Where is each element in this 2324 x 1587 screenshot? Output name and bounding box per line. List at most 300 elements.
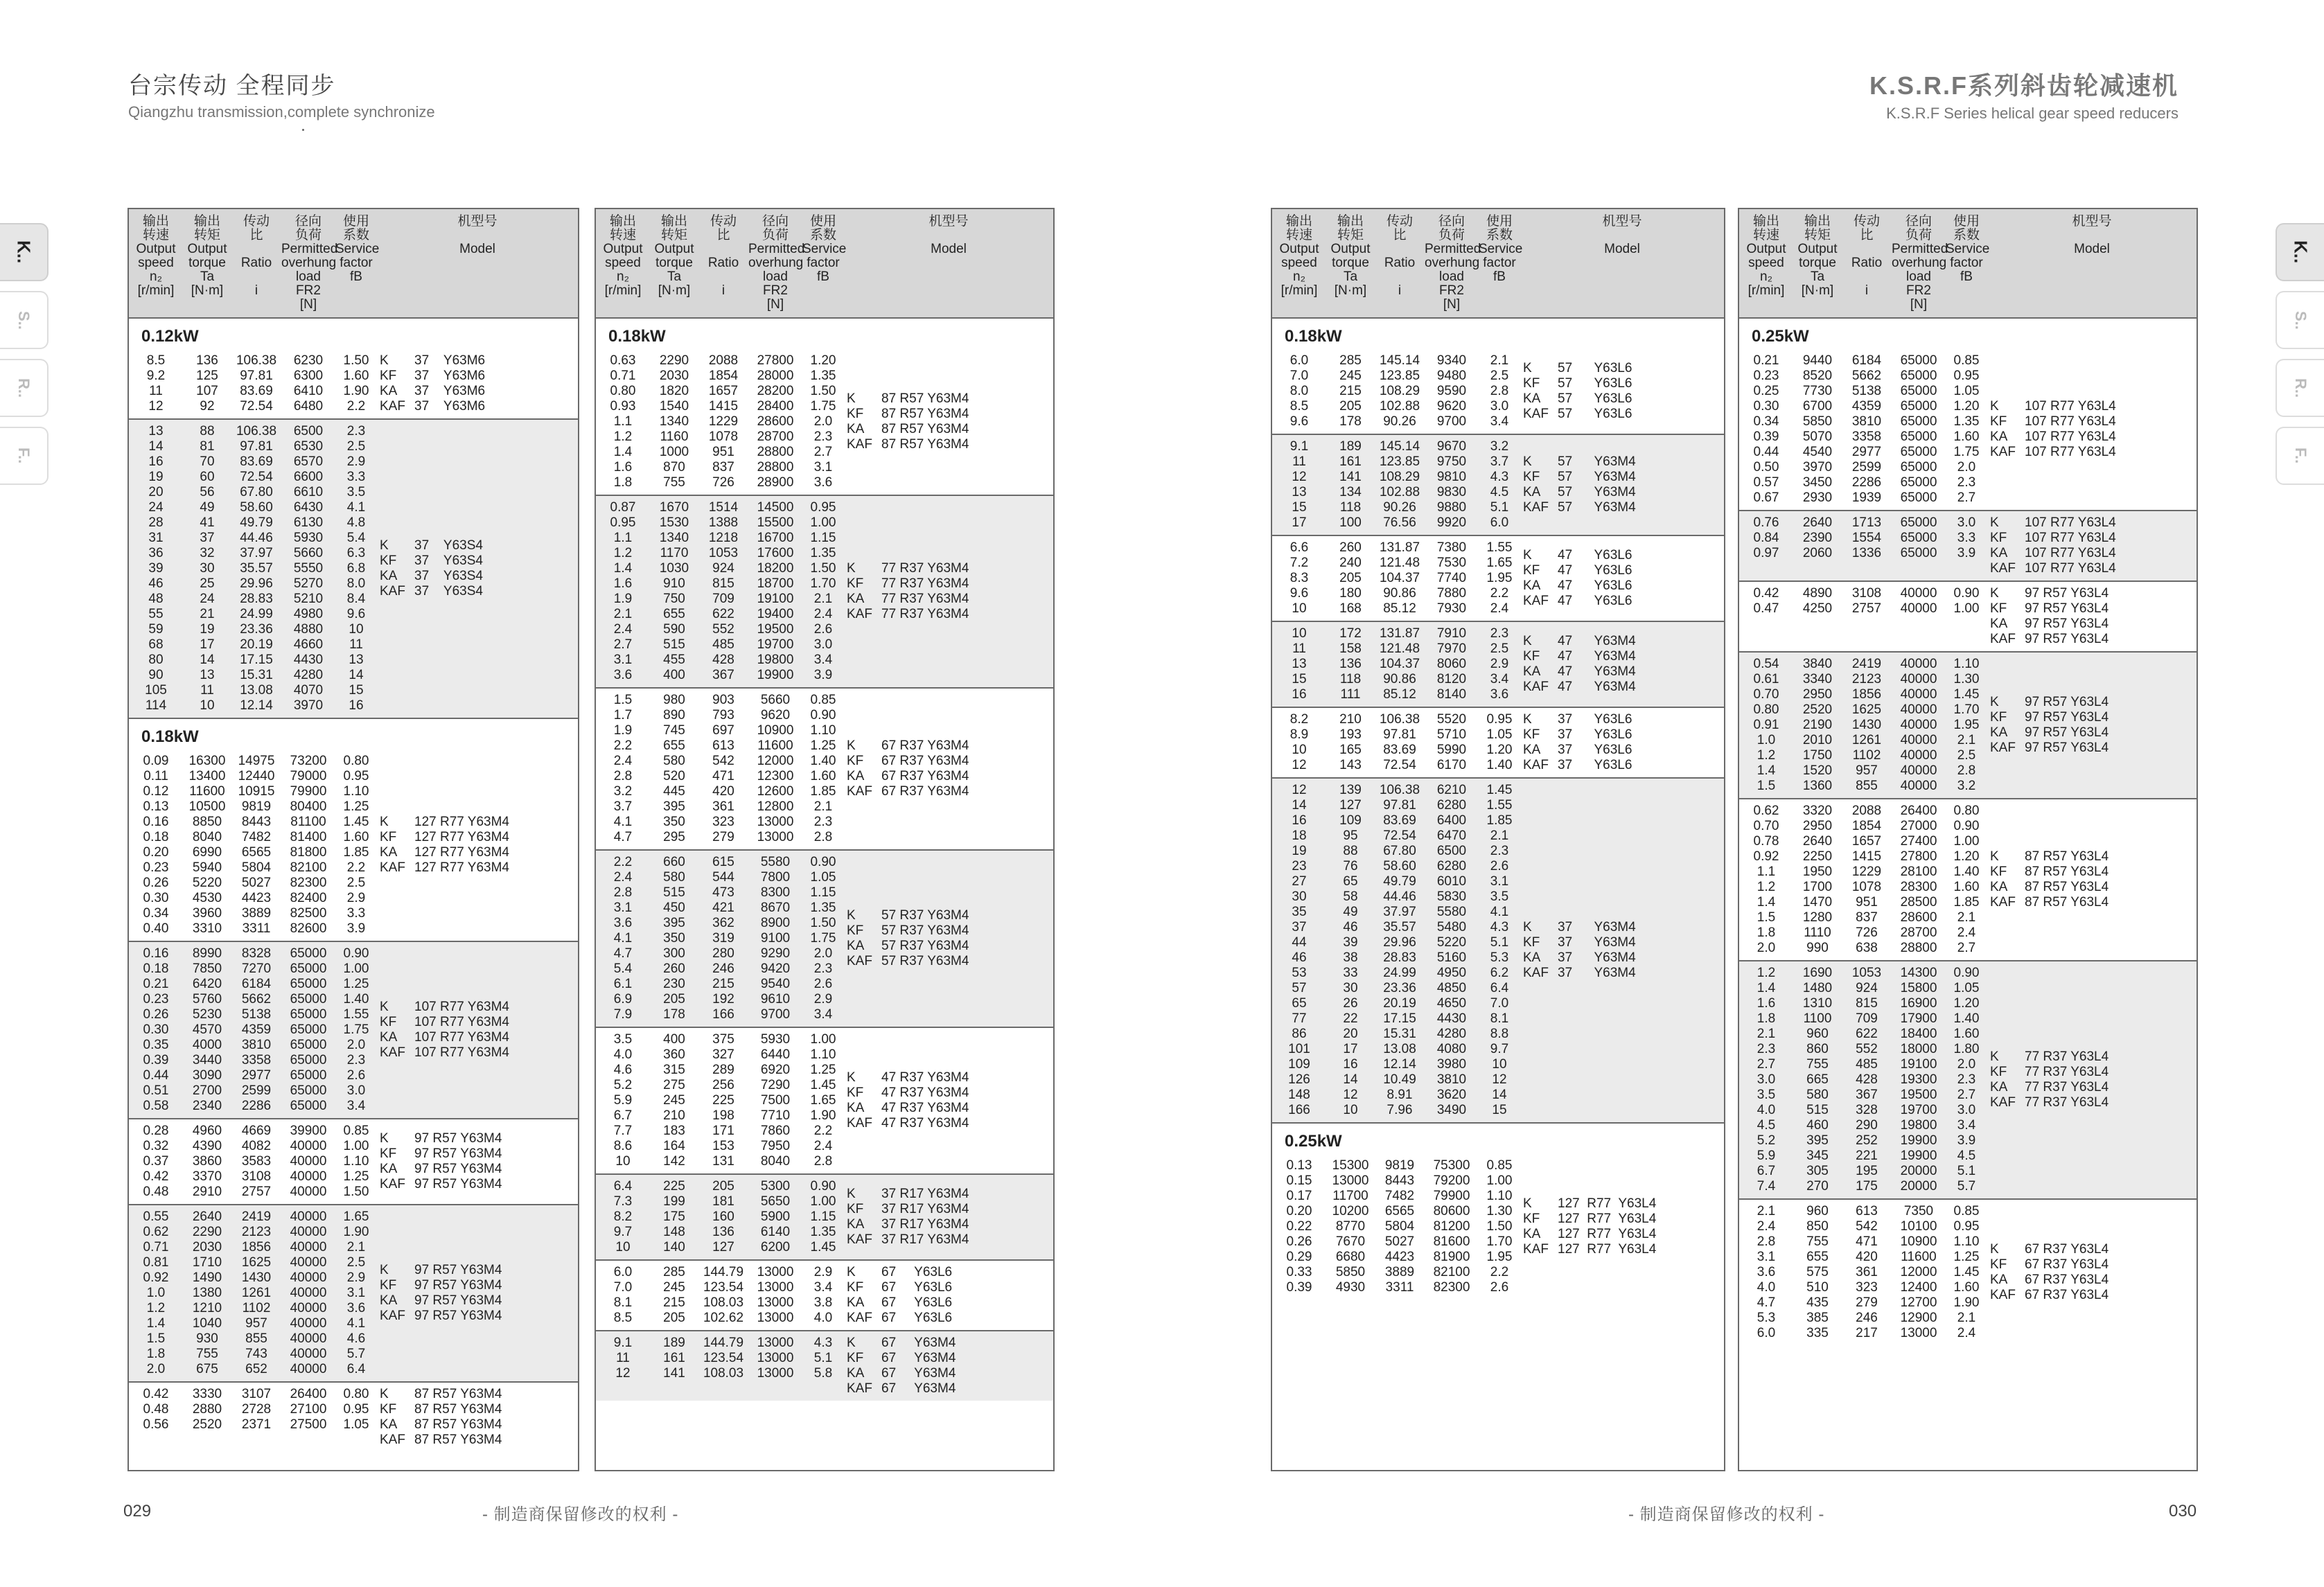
cell: 1.40 xyxy=(1486,758,1513,772)
cell: 2.4 xyxy=(613,870,633,885)
side-tab-k[interactable]: K.. xyxy=(0,223,49,281)
cell: 1.4 xyxy=(613,445,633,459)
cell: 0.62 xyxy=(1753,804,1779,818)
cell: 3.6 xyxy=(613,916,633,930)
cell: 2.6 xyxy=(346,1068,366,1083)
table-row xyxy=(596,653,844,668)
power-block xyxy=(596,1259,1053,1330)
mount-type: KF xyxy=(1990,531,2007,545)
cell: 2.0 xyxy=(1757,941,1776,955)
cell: 65000 xyxy=(1900,445,1937,459)
cell: 65000 xyxy=(1900,460,1937,475)
model-code: 57 Y63L6 xyxy=(1558,407,1632,421)
cell: 6410 xyxy=(293,384,324,398)
cell: 2190 xyxy=(1802,718,1833,732)
selection-table-2 xyxy=(595,208,1055,1471)
cell: 1.9 xyxy=(613,723,633,738)
cell: 123.85 xyxy=(1379,454,1420,469)
cell: 65000 xyxy=(1900,515,1937,530)
model-code: 47 Y63L6 xyxy=(1558,578,1632,593)
table-row xyxy=(129,992,377,1007)
cell: 3.4 xyxy=(346,1099,366,1113)
cell: 0.84 xyxy=(1753,531,1779,545)
mount-type: KAF xyxy=(847,1232,872,1247)
cell: 4.3 xyxy=(1490,920,1509,934)
model-code: 97 R57 Y63L4 xyxy=(2025,586,2109,601)
cell: 420 xyxy=(1856,1250,1878,1264)
cell: 6.4 xyxy=(346,1362,366,1376)
model-code: 127 R77 Y63M4 xyxy=(414,860,509,875)
col-torque-header: 输出 转矩 Output torque Ta [N·m] xyxy=(187,214,227,298)
table-row xyxy=(1739,865,1987,880)
model-code: 107 R77 Y63L4 xyxy=(2025,429,2116,444)
side-tab-r[interactable]: R.. xyxy=(2275,359,2324,417)
cell: 5650 xyxy=(760,1194,791,1209)
cell: 2599 xyxy=(241,1083,272,1098)
cell: 9100 xyxy=(760,931,791,946)
cell: 345 xyxy=(1806,1149,1829,1163)
side-tab-r[interactable]: R.. xyxy=(0,359,49,417)
cell: 7950 xyxy=(760,1139,791,1153)
model-code: 67 R37 Y63M4 xyxy=(881,769,969,783)
cell: 1229 xyxy=(1851,865,1882,879)
header-left xyxy=(128,67,435,121)
cell: 4660 xyxy=(293,637,324,652)
cell: 6.0 xyxy=(1490,515,1509,530)
cell: 1053 xyxy=(1851,966,1882,980)
page-number-right: 030 xyxy=(2169,1502,2197,1520)
cell: 14 xyxy=(148,439,164,454)
cell: 49 xyxy=(200,500,215,515)
cell: 2.1 xyxy=(813,592,833,606)
cell: 123.54 xyxy=(703,1351,744,1365)
cell: 81 xyxy=(200,439,215,454)
mount-type: KA xyxy=(847,769,865,783)
table-row xyxy=(129,1139,377,1154)
cell: 126 xyxy=(1288,1072,1310,1087)
cell: 4850 xyxy=(1436,981,1467,995)
cell: 4650 xyxy=(1436,996,1467,1011)
mount-type: KA xyxy=(380,1162,398,1176)
cell: 0.42 xyxy=(143,1169,169,1184)
cell: 580 xyxy=(663,754,685,768)
cell: 205 xyxy=(663,1311,685,1325)
cell: 6230 xyxy=(293,353,324,368)
model-code: 87 R57 Y63M4 xyxy=(414,1433,502,1447)
cell: 6280 xyxy=(1436,859,1467,874)
table-row xyxy=(1739,687,1987,702)
cell: 9670 xyxy=(1436,439,1467,454)
mount-type: KAF xyxy=(1523,680,1549,694)
mount-type: KA xyxy=(1990,617,2008,631)
cell: 205 xyxy=(1339,399,1362,414)
table-row xyxy=(1272,687,1520,702)
model-code: 87 R57 Y63M4 xyxy=(881,391,969,406)
cell: 1.35 xyxy=(810,1225,836,1239)
footer-note-right: - 制造商保留修改的权利 - xyxy=(1628,1505,1825,1524)
cell: 1.60 xyxy=(1953,1027,1980,1041)
table-row xyxy=(1272,874,1520,889)
cell: 2.4 xyxy=(613,622,633,637)
cell: 58.60 xyxy=(1383,859,1416,874)
cell: 12 xyxy=(1292,758,1307,772)
table-row xyxy=(129,1083,377,1099)
table-row xyxy=(1739,1295,1987,1311)
side-tab-s[interactable]: S.. xyxy=(2275,291,2324,349)
cell: 4.3 xyxy=(813,1336,833,1350)
cell: 1710 xyxy=(192,1255,222,1270)
cell: 28600 xyxy=(1900,910,1937,925)
table-header xyxy=(129,209,578,319)
cell: 2.7 xyxy=(813,445,833,459)
mount-type: K xyxy=(1523,548,1532,562)
cell: 7270 xyxy=(241,961,272,976)
model-code: 37 R17 Y63M4 xyxy=(881,1187,969,1201)
mount-type: KA xyxy=(1523,1227,1541,1241)
power-block xyxy=(129,1381,578,1452)
mount-type: KA xyxy=(380,1417,398,1432)
cell: 2030 xyxy=(659,369,689,383)
cell: 40000 xyxy=(1900,733,1937,747)
table-row xyxy=(596,901,844,916)
mount-type: KAF xyxy=(380,860,405,875)
cell: 1.75 xyxy=(343,1022,369,1037)
cell: 65000 xyxy=(1900,414,1937,429)
model-code: 47 Y63M4 xyxy=(1558,634,1636,648)
table-row xyxy=(1272,485,1520,500)
model-code: 47 R37 Y63M4 xyxy=(881,1085,969,1100)
cell: 48 xyxy=(148,592,164,606)
table-row xyxy=(1739,849,1987,865)
table-row xyxy=(1739,586,1987,601)
cell: 8040 xyxy=(760,1154,791,1169)
cell: 2950 xyxy=(1802,819,1833,833)
cell: 2.8 xyxy=(1757,1234,1776,1249)
cell: 1470 xyxy=(1802,895,1833,910)
cell: 0.95 xyxy=(810,500,836,515)
cell: 2.3 xyxy=(813,961,833,976)
cell: 19900 xyxy=(1900,1149,1937,1163)
cell: 10.49 xyxy=(1383,1072,1416,1087)
cell: 28800 xyxy=(757,460,794,475)
cell: 510 xyxy=(1806,1280,1829,1295)
cell: 12 xyxy=(1292,783,1307,797)
cell: 3.4 xyxy=(1957,1118,1976,1133)
table-row xyxy=(129,1347,377,1362)
cell: 7.4 xyxy=(1757,1179,1776,1194)
cell: 290 xyxy=(1856,1118,1878,1133)
cell: 21 xyxy=(200,607,215,621)
cell: 1160 xyxy=(660,429,689,444)
table-row xyxy=(1739,1057,1987,1072)
cell: 142 xyxy=(663,1154,685,1169)
cell: 1.55 xyxy=(1486,798,1513,813)
mount-type: KA xyxy=(1990,546,2008,560)
cell: 3.5 xyxy=(1757,1088,1776,1102)
cell: 1.20 xyxy=(810,353,836,368)
table-row xyxy=(1739,1072,1987,1088)
cell: 15500 xyxy=(757,515,794,530)
mount-type: KF xyxy=(1523,563,1540,578)
cell: 9750 xyxy=(1436,454,1467,469)
cell: 14975 xyxy=(238,754,275,768)
model-code: 87 R57 Y63L4 xyxy=(2025,865,2109,879)
cell: 2.5 xyxy=(346,439,366,454)
cell: 73200 xyxy=(290,754,327,768)
cell: 221 xyxy=(1856,1149,1878,1163)
cell: 90.26 xyxy=(1383,500,1416,515)
cell: 72.54 xyxy=(1383,758,1416,772)
cell: 275 xyxy=(663,1078,685,1092)
model-code: 107 R77 Y63L4 xyxy=(2025,561,2116,576)
table-row xyxy=(1272,950,1520,966)
cell: 697 xyxy=(712,723,734,738)
cell: 6920 xyxy=(760,1063,791,1077)
model-code: 97 R57 Y63M4 xyxy=(414,1309,502,1323)
cell: 5.7 xyxy=(346,1347,366,1361)
cell: 40000 xyxy=(1900,718,1937,732)
cell: 951 xyxy=(712,445,734,459)
cell: 9819 xyxy=(1384,1158,1415,1173)
cell: 0.34 xyxy=(143,906,169,921)
cell: 85.12 xyxy=(1383,687,1416,702)
cell: 40000 xyxy=(290,1270,327,1285)
cell: 3340 xyxy=(1802,672,1833,686)
cell: 726 xyxy=(712,475,734,490)
table-row xyxy=(596,815,844,830)
cell: 1670 xyxy=(659,500,689,515)
side-tab-s[interactable]: S.. xyxy=(0,291,49,349)
cell: 360 xyxy=(663,1047,685,1062)
table-row xyxy=(129,1255,377,1270)
cell: 350 xyxy=(663,931,685,946)
mount-type: KAF xyxy=(380,1433,405,1447)
cell: 1854 xyxy=(708,369,739,383)
cell: 6.7 xyxy=(613,1108,633,1123)
cell: 27800 xyxy=(1900,849,1937,864)
table-row xyxy=(1739,804,1987,819)
model-code: 37 Y63M4 xyxy=(1558,950,1636,965)
cell: 65000 xyxy=(290,1068,327,1083)
cell: 217 xyxy=(1856,1326,1878,1340)
cell: 13 xyxy=(1292,657,1307,671)
cell: 19 xyxy=(200,622,215,637)
cell: 990 xyxy=(1806,941,1829,955)
cell: 13000 xyxy=(757,830,794,844)
table-row xyxy=(1739,1179,1987,1194)
cell: 1030 xyxy=(659,561,689,576)
table-row xyxy=(129,369,377,384)
table-row xyxy=(1739,490,1987,506)
cell: 1.35 xyxy=(810,369,836,383)
model-code: 107 R77 Y63M4 xyxy=(414,1030,509,1045)
mount-type: K xyxy=(1523,361,1532,375)
cell: 12 xyxy=(1492,1072,1507,1087)
model-code: 67 R37 Y63L4 xyxy=(2025,1288,2109,1302)
mount-type: KF xyxy=(380,369,397,383)
cell: 4.1 xyxy=(346,1316,366,1331)
cell: 1.20 xyxy=(1953,849,1980,864)
cell: 16 xyxy=(148,454,164,469)
cell: 1.75 xyxy=(810,399,836,414)
cell: 40000 xyxy=(290,1331,327,1346)
table-row xyxy=(129,353,377,369)
table-row xyxy=(129,622,377,637)
cell: 580 xyxy=(663,870,685,885)
cell: 2419 xyxy=(1851,657,1882,671)
model-code: 67 Y63M4 xyxy=(881,1366,956,1381)
col-load-header: 径向 负荷 Permitted overhung load FR2 [N] xyxy=(281,214,338,312)
model-code: 37 R17 Y63M4 xyxy=(881,1232,969,1247)
model-code: 97 R57 Y63M4 xyxy=(414,1278,502,1293)
table-row xyxy=(596,607,844,622)
cell: 0.18 xyxy=(143,961,169,976)
side-tab-f[interactable]: F.. xyxy=(0,427,49,485)
cell: 16 xyxy=(1292,813,1307,828)
model-code: 77 R37 Y63L4 xyxy=(2025,1065,2109,1079)
cell: 5.8 xyxy=(813,1366,833,1381)
cell: 30 xyxy=(200,561,215,576)
mount-type: K xyxy=(1990,849,1999,864)
cell: 0.80 xyxy=(610,384,636,398)
cell: 10 xyxy=(615,1154,631,1169)
cell: 4430 xyxy=(1436,1011,1467,1026)
cell: 0.25 xyxy=(1753,384,1779,398)
cell: 49.79 xyxy=(240,515,273,530)
cell: 4082 xyxy=(241,1139,272,1153)
cell: 6470 xyxy=(1436,828,1467,843)
mount-type: K xyxy=(847,738,856,753)
cell: 79000 xyxy=(290,769,327,783)
cell: 19100 xyxy=(757,592,794,606)
model-code: 67 Y63M4 xyxy=(881,1336,956,1350)
cell: 2.3 xyxy=(1490,844,1509,858)
cell: 323 xyxy=(1856,1280,1878,1295)
cell: 3.2 xyxy=(613,784,633,799)
cell: 6.6 xyxy=(1289,540,1309,555)
cell: 125 xyxy=(196,369,218,383)
cell: 5230 xyxy=(192,1007,222,1022)
cell: 485 xyxy=(1856,1057,1878,1072)
table-row xyxy=(596,977,844,992)
cell: 2520 xyxy=(192,1417,222,1432)
cell: 1.5 xyxy=(1757,910,1776,925)
cell: 1.20 xyxy=(1953,996,1980,1011)
col-ratio-header: 传动 比 Ratio i xyxy=(1851,214,1883,298)
cell: 1.40 xyxy=(810,754,836,768)
cell: 205 xyxy=(712,1179,734,1194)
col-load-header: 径向 负荷 Permitted overhung load FR2 [N] xyxy=(1892,214,1948,312)
cell: 3311 xyxy=(242,921,271,936)
cell: 7850 xyxy=(192,961,222,976)
cell: 6610 xyxy=(293,485,324,499)
table-row xyxy=(1739,531,1987,546)
cell: 178 xyxy=(663,1007,685,1022)
cell: 75300 xyxy=(1433,1158,1470,1173)
table-row xyxy=(129,1169,377,1185)
model-code: 57 Y63M4 xyxy=(1558,454,1636,469)
cell: 9480 xyxy=(1436,369,1467,383)
cell: 46 xyxy=(1343,920,1358,934)
cell: 19500 xyxy=(757,622,794,637)
cell: 166 xyxy=(712,1007,734,1022)
cell: 395 xyxy=(663,916,685,930)
model-code: 97 R57 Y63L4 xyxy=(2025,601,2109,616)
table-row xyxy=(129,921,377,937)
cell: 95 xyxy=(1343,828,1358,843)
mount-type: KF xyxy=(380,553,397,568)
model-code: 67 Y63M4 xyxy=(881,1381,956,1396)
cell: 3358 xyxy=(1851,429,1882,444)
mount-type: KF xyxy=(1990,601,2007,616)
cell: 2390 xyxy=(1802,531,1833,545)
cell: 3.5 xyxy=(613,1032,633,1047)
model-code: 97 R57 Y63L4 xyxy=(2025,632,2109,646)
cell: 1.50 xyxy=(810,384,836,398)
table-row xyxy=(1739,1265,1987,1280)
model-code: 67 Y63L6 xyxy=(881,1295,953,1310)
model-code: 57 R37 Y63M4 xyxy=(881,908,969,923)
cell: 28.83 xyxy=(240,592,273,606)
cell: 0.85 xyxy=(810,693,836,707)
table-row xyxy=(1272,935,1520,950)
cell: 19800 xyxy=(1900,1118,1937,1133)
cell: 6.4 xyxy=(613,1179,633,1194)
cell: 2.5 xyxy=(346,876,366,890)
table-row xyxy=(1272,920,1520,935)
cell: 105 xyxy=(145,683,167,698)
cell: 40000 xyxy=(290,1169,327,1184)
model-code: 67 Y63L6 xyxy=(881,1265,953,1279)
power-block xyxy=(1272,434,1724,535)
cell: 29.96 xyxy=(1383,935,1416,950)
cell: 1218 xyxy=(708,531,739,545)
model-code: 97 R57 Y63L4 xyxy=(2025,725,2109,740)
cell: 1.5 xyxy=(613,693,633,707)
table-row xyxy=(1272,641,1520,657)
cell: 0.93 xyxy=(610,399,636,414)
table-row xyxy=(1739,445,1987,460)
side-tab-k[interactable]: K.. xyxy=(2275,223,2324,281)
cell: 153 xyxy=(712,1139,734,1153)
cell: 1.00 xyxy=(343,1139,369,1153)
cell: 37.97 xyxy=(1383,905,1416,919)
cell: 72.54 xyxy=(240,470,273,484)
table-header xyxy=(596,209,1053,319)
cell: 11 xyxy=(1292,454,1306,469)
cell: 8328 xyxy=(241,946,272,961)
mount-type: K xyxy=(1523,454,1532,469)
side-tab-f[interactable]: F.. xyxy=(2275,427,2324,485)
mount-type: KA xyxy=(1523,950,1541,965)
cell: 2977 xyxy=(241,1068,272,1083)
model-code: 47 Y63M4 xyxy=(1558,649,1636,664)
cell: 1430 xyxy=(1851,718,1882,732)
selection-table-1 xyxy=(127,208,579,1471)
cell: 1.35 xyxy=(810,901,836,915)
cell: 3.5 xyxy=(1490,889,1509,904)
cell: 23 xyxy=(1292,859,1307,874)
cell: 3960 xyxy=(192,906,222,921)
cell: 28.83 xyxy=(1383,950,1416,965)
cell: 0.21 xyxy=(143,977,169,991)
table-row xyxy=(1272,1234,1520,1250)
cell: 102.88 xyxy=(1379,485,1420,499)
table-row xyxy=(1739,1250,1987,1265)
table-row xyxy=(1272,712,1520,727)
cell: 6990 xyxy=(192,845,222,860)
cell: 22 xyxy=(1343,1011,1358,1026)
